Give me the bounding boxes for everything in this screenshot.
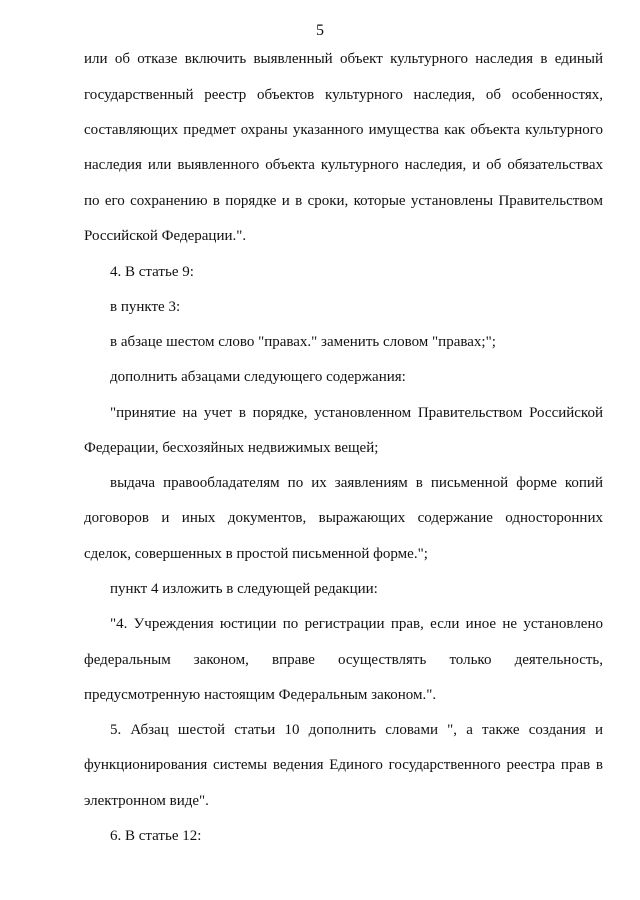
text-line: сделок, совершенных в простой письменной форме."; (84, 546, 428, 562)
text-line: в абзаце шестом слово "правах." заменить словом "правах;"; (110, 334, 496, 350)
text-line: составляющих предмет охраны указанного имущества как объекта культурного (84, 122, 603, 138)
text-line: наследия или выявленного объекта культурного наследия, и об обязательствах (84, 157, 603, 173)
text-line: Российской Федерации.". (84, 228, 247, 244)
text-line: функционирования системы ведения Единого государственного реестра прав в (84, 757, 603, 773)
text-line: по его сохранению в порядке и в сроки, которые установлены Правительством (84, 193, 603, 209)
text-line: договоров и иных документов, выражающих содержание односторонних (84, 510, 603, 526)
text-line: государственный реестр объектов культурного наследия, об особенностях, (84, 87, 603, 103)
text-line: 6. В статье 12: (110, 828, 202, 844)
text-line: в пункте 3: (110, 299, 181, 315)
text-line: "4. Учреждения юстиции по регистрации прав, если иное не установлено (110, 616, 603, 632)
page-number: 5 (316, 22, 324, 39)
text-line: пункт 4 изложить в следующей редакции: (110, 581, 378, 597)
text-line: выдача правообладателям по их заявлениям в письменной форме копий (110, 475, 603, 491)
text-line: Федерации, бесхозяйных недвижимых вещей; (84, 440, 379, 456)
text-line: или об отказе включить выявленный объект культурного наследия в единый (84, 51, 603, 67)
text-line: "принятие на учет в порядке, установленном Правительством Российской (110, 405, 603, 421)
text-line: федеральным законом, вправе осуществлять только деятельность, (84, 652, 603, 668)
text-line: дополнить абзацами следующего содержания: (110, 369, 406, 385)
text-line: 5. Абзац шестой статьи 10 дополнить словами ", а также создания и (110, 722, 603, 738)
text-line: 4. В статье 9: (110, 264, 194, 280)
text-line: предусмотренную настоящим Федеральным законом.". (84, 687, 437, 703)
text-line: электронном виде". (84, 793, 209, 809)
